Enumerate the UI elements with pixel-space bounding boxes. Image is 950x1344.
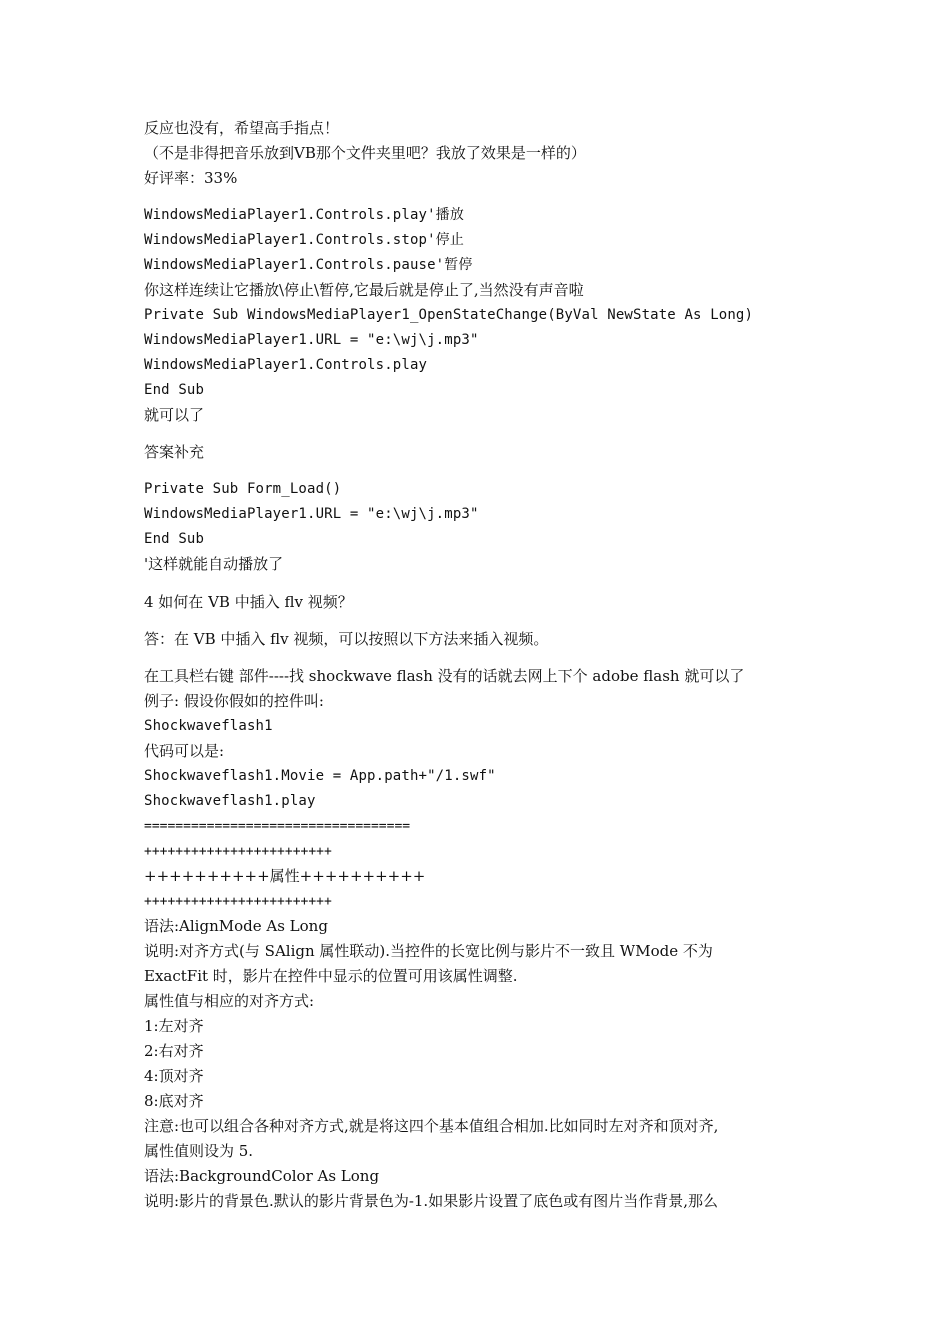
code-line: Private Sub WindowsMediaPlayer1_OpenStateChange(ByVal NewState As Long) — [144, 307, 754, 323]
code-line: WindowsMediaPlayer1.URL = "e:\wj\j.mp3" — [144, 332, 479, 348]
code-line: Shockwaveflash1 — [144, 718, 273, 734]
properties-heading: ++++++++++属性++++++++++ — [144, 867, 426, 885]
text-line: 反应也没有，希望高手指点！ — [144, 119, 340, 137]
text-line: 你这样连续让它播放\停止\暂停,它最后就是停止了,当然没有声音啦 — [144, 281, 584, 299]
code-line: WindowsMediaPlayer1.Controls.pause'暂停 — [144, 257, 473, 273]
document-page — [144, 116, 834, 1214]
answer-code-block — [144, 203, 834, 428]
rating-line: 好评率：33% — [144, 169, 238, 187]
text-line: 说明:影片的背景色.默认的影片背景色为-1.如果影片设置了底色或有图片当作背景,那么 — [144, 1192, 718, 1210]
code-line: WindowsMediaPlayer1.Controls.stop'停止 — [144, 232, 464, 248]
question-heading: 4 如何在 VB 中插入 flv 视频？ — [144, 593, 353, 611]
supplement-heading-block — [144, 440, 834, 465]
text-line: 属性值则设为 5. — [144, 1142, 254, 1160]
code-line: End Sub — [144, 531, 205, 547]
separator-line: ++++++++++++++++++++++++ — [144, 844, 332, 859]
text-line: 例子: 假设你假如的控件叫: — [144, 692, 324, 710]
text-line: 属性值与相应的对齐方式: — [144, 992, 315, 1010]
code-line: Private Sub Form_Load() — [144, 481, 342, 497]
text-line: 注意:也可以组合各种对齐方式,就是将这四个基本值组合相加.比如同时左对齐和顶对齐, — [144, 1117, 719, 1135]
text-line: ExactFit 时，影片在控件中显示的位置可用该属性调整. — [144, 967, 518, 985]
code-line: WindowsMediaPlayer1.Controls.play'播放 — [144, 207, 464, 223]
text-line: '这样就能自动播放了 — [144, 555, 284, 573]
text-line: 就可以了 — [144, 406, 205, 424]
text-line: （不是非得把音乐放到VB那个文件夹里吧？我放了效果是一样的） — [144, 144, 586, 162]
text-line: 在工具栏右键 部件----找 shockwave flash 没有的话就去网上下个 adobe flash 就可以了 — [144, 667, 745, 685]
text-line: 语法:BackgroundColor As Long — [144, 1167, 380, 1185]
separator-line: ================================== — [144, 819, 411, 834]
supplement-code-block — [144, 477, 834, 577]
list-item: 1:左对齐 — [144, 1017, 204, 1035]
code-line: WindowsMediaPlayer1.Controls.play — [144, 357, 428, 373]
text-line: 语法:AlignMode As Long — [144, 917, 328, 935]
code-line: Shockwaveflash1.Movie = App.path+"/1.swf" — [144, 768, 496, 784]
answer-block — [144, 627, 834, 652]
flash-instructions-block — [144, 664, 834, 1214]
answer-text: 答：在 VB 中插入 flv 视频，可以按照以下方法来插入视频。 — [144, 630, 549, 648]
list-item: 4:顶对齐 — [144, 1067, 204, 1085]
separator-line: ++++++++++++++++++++++++ — [144, 894, 332, 909]
section-heading: 答案补充 — [144, 443, 205, 461]
text-line: 说明:对齐方式(与 SAlign 属性联动).当控件的长宽比例与影片不一致且 WMode 不为 — [144, 942, 713, 960]
list-item: 8:底对齐 — [144, 1092, 204, 1110]
code-line: WindowsMediaPlayer1.URL = "e:\wj\j.mp3" — [144, 506, 479, 522]
question-block — [144, 590, 834, 615]
list-item: 2:右对齐 — [144, 1042, 204, 1060]
code-line: End Sub — [144, 382, 205, 398]
paragraph-question-followup — [144, 116, 834, 191]
code-line: Shockwaveflash1.play — [144, 793, 316, 809]
text-line: 代码可以是: — [144, 742, 225, 760]
